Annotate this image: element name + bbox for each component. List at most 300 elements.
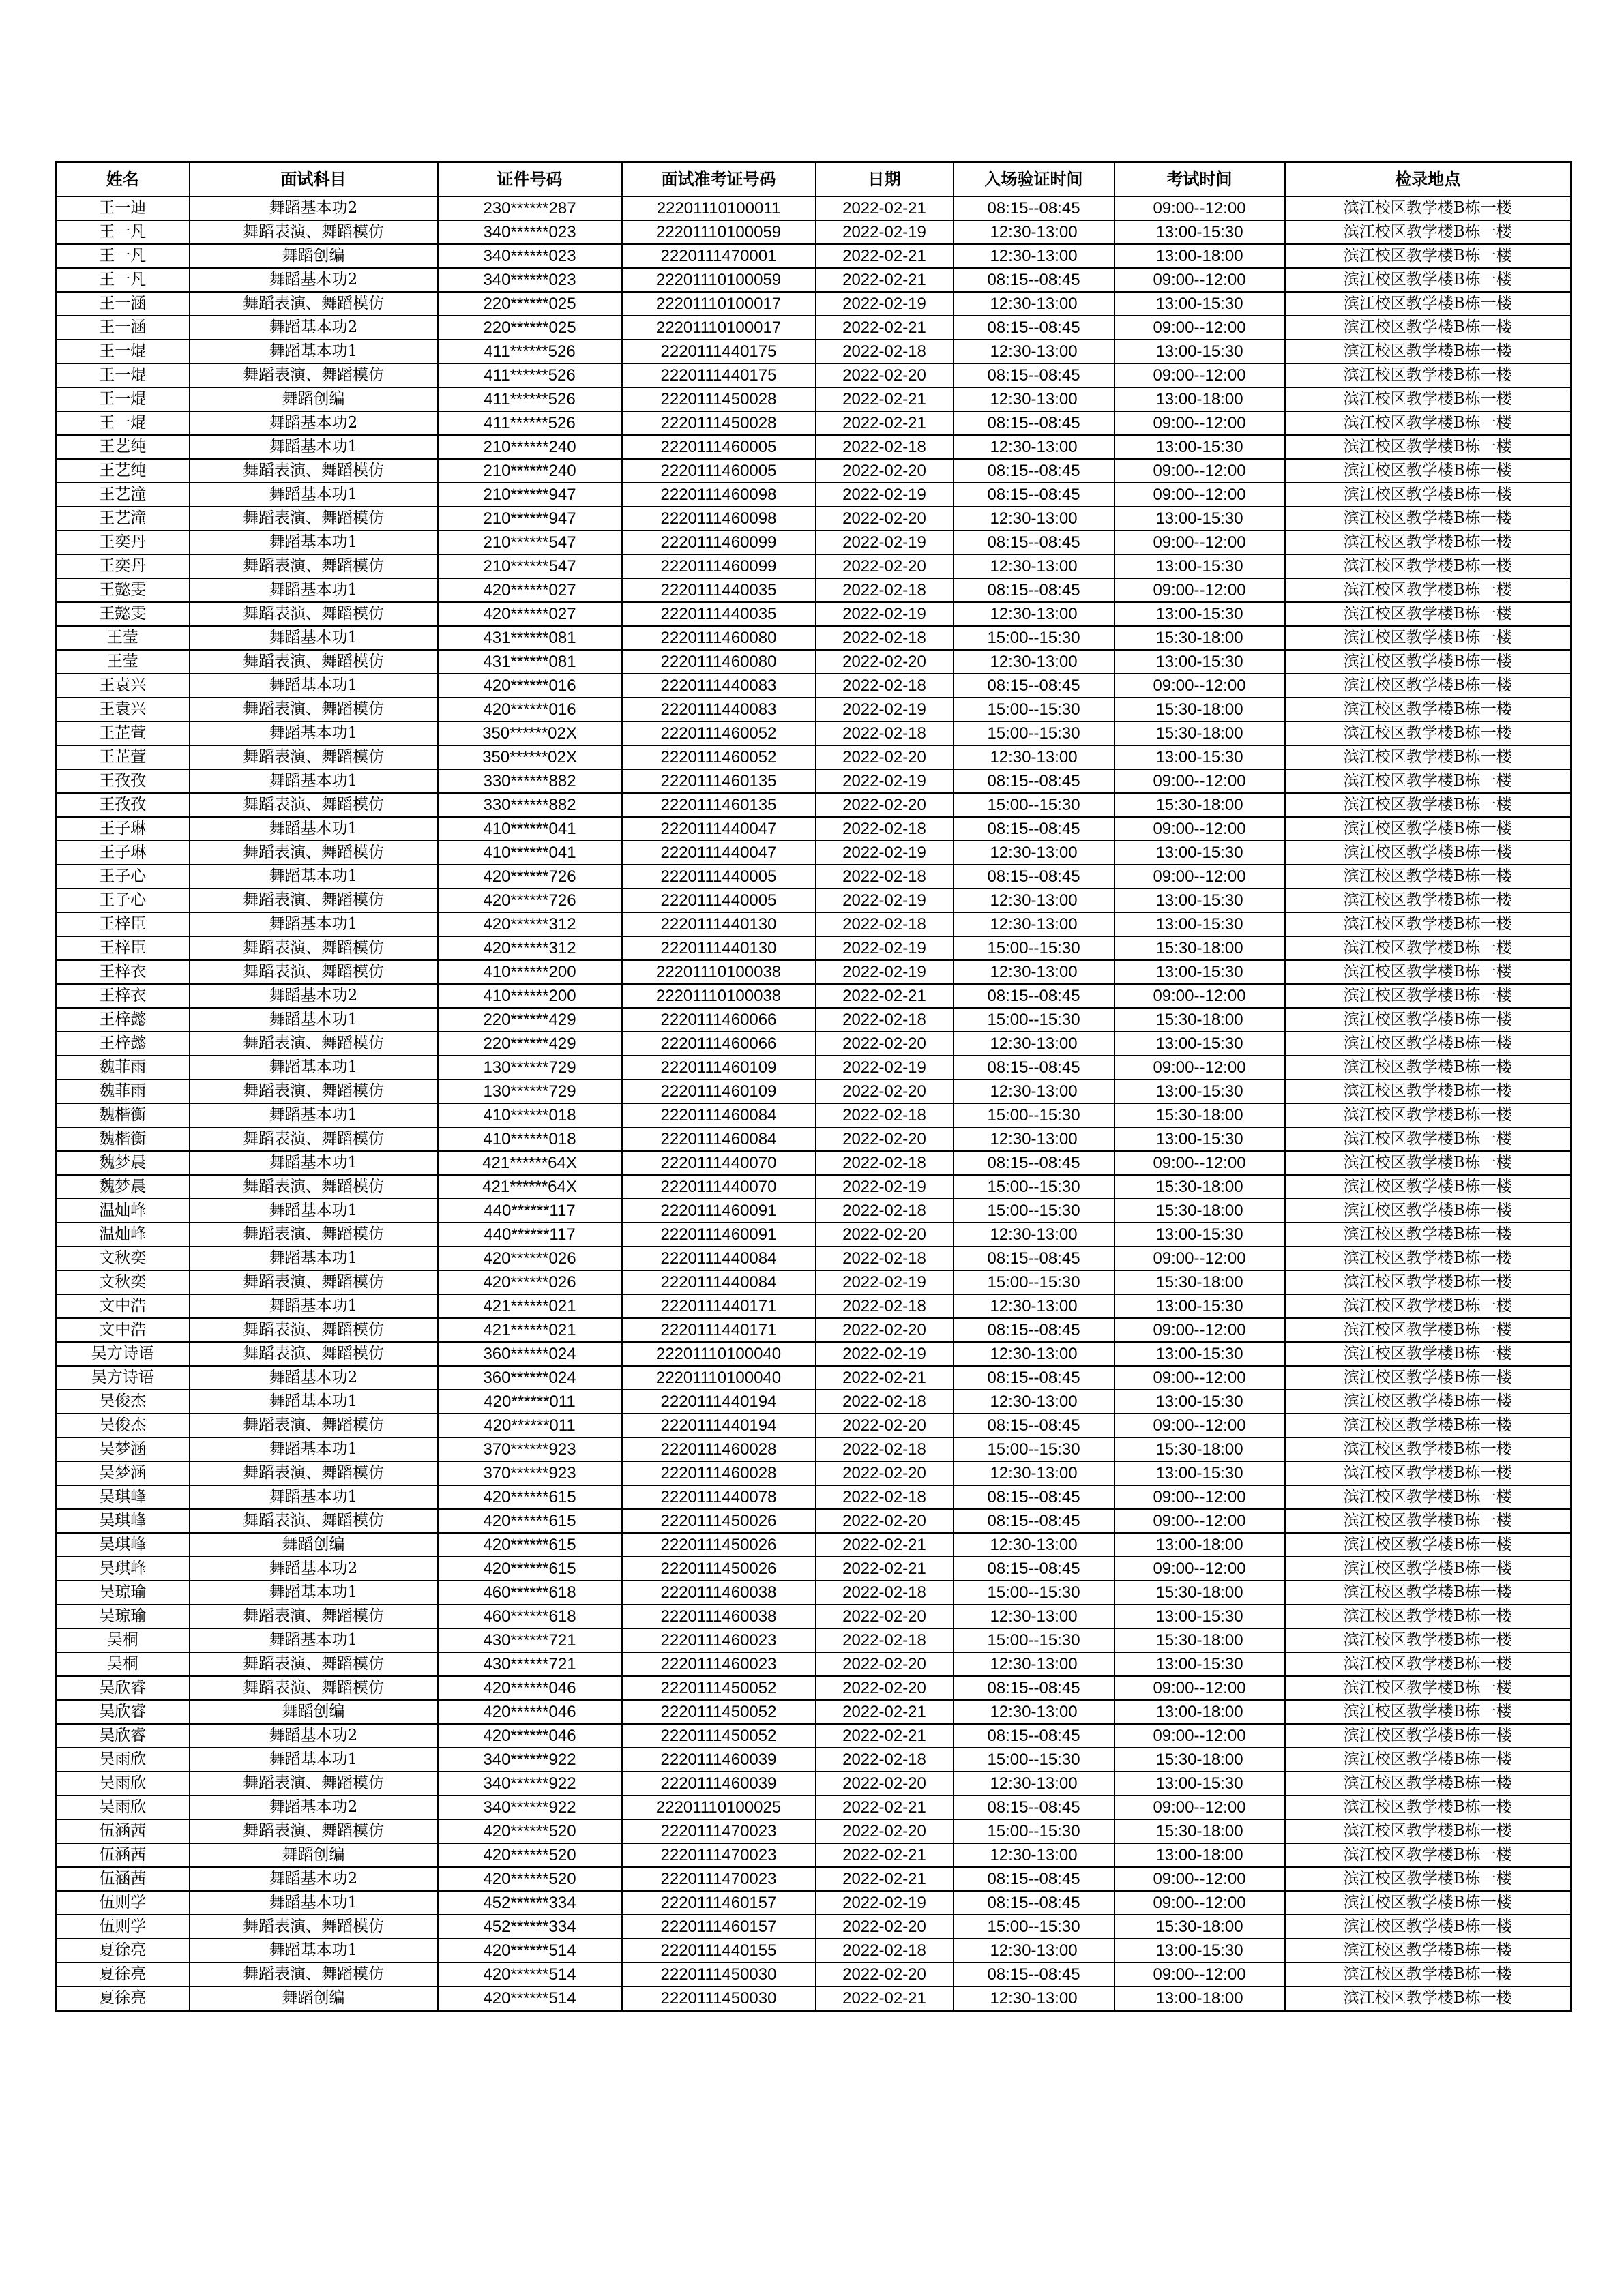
cell-exam-time: 09:00--12:00	[1114, 363, 1285, 387]
table-row	[56, 1867, 1571, 1891]
cell-subject: 舞蹈表演、舞蹈模仿	[190, 1676, 438, 1700]
cell-location: 滨江校区教学楼B栋一楼	[1285, 602, 1571, 626]
cell-id-number: 420******615	[438, 1509, 622, 1533]
cell-name: 王莹	[56, 626, 190, 650]
cell-name: 王一凡	[56, 220, 190, 244]
cell-name: 王梓懿	[56, 1032, 190, 1056]
cell-ticket-number: 2220111440175	[622, 340, 816, 363]
cell-checkin-time: 12:30-13:00	[954, 650, 1114, 674]
cell-ticket-number: 2220111450026	[622, 1533, 816, 1557]
cell-location: 滨江校区教学楼B栋一楼	[1285, 745, 1571, 769]
cell-id-number: 420******027	[438, 578, 622, 602]
cell-subject: 舞蹈基本功2	[190, 316, 438, 340]
cell-date: 2022-02-19	[816, 531, 954, 554]
cell-location: 滨江校区教学楼B栋一楼	[1285, 626, 1571, 650]
cell-location: 滨江校区教学楼B栋一楼	[1285, 1127, 1571, 1151]
cell-subject: 舞蹈表演、舞蹈模仿	[190, 1175, 438, 1199]
cell-subject: 舞蹈表演、舞蹈模仿	[190, 220, 438, 244]
cell-date: 2022-02-20	[816, 1605, 954, 1628]
cell-subject: 舞蹈表演、舞蹈模仿	[190, 554, 438, 578]
cell-name: 魏楷衡	[56, 1127, 190, 1151]
table-row	[56, 1915, 1571, 1939]
cell-id-number: 421******64X	[438, 1175, 622, 1199]
header-subject: 面试科目	[190, 162, 438, 197]
cell-name: 文秋奕	[56, 1247, 190, 1270]
cell-name: 伍则学	[56, 1915, 190, 1939]
cell-exam-time: 13:00-15:30	[1114, 507, 1285, 531]
cell-date: 2022-02-18	[816, 1247, 954, 1270]
cell-id-number: 360******024	[438, 1366, 622, 1390]
table-row	[56, 1270, 1571, 1294]
cell-checkin-time: 12:30-13:00	[954, 1032, 1114, 1056]
cell-name: 王艺纯	[56, 435, 190, 459]
cell-location: 滨江校区教学楼B栋一楼	[1285, 1581, 1571, 1605]
cell-date: 2022-02-18	[816, 865, 954, 889]
cell-id-number: 420******016	[438, 674, 622, 698]
cell-checkin-time: 12:30-13:00	[954, 960, 1114, 984]
cell-ticket-number: 2220111450052	[622, 1724, 816, 1748]
cell-location: 滨江校区教学楼B栋一楼	[1285, 1223, 1571, 1247]
cell-location: 滨江校区教学楼B栋一楼	[1285, 316, 1571, 340]
cell-name: 王孜孜	[56, 793, 190, 817]
cell-subject: 舞蹈基本功1	[190, 1485, 438, 1509]
cell-exam-time: 09:00--12:00	[1114, 674, 1285, 698]
table-row	[56, 196, 1571, 220]
cell-name: 王一凡	[56, 244, 190, 268]
cell-subject: 舞蹈基本功1	[190, 865, 438, 889]
cell-exam-time: 09:00--12:00	[1114, 817, 1285, 841]
cell-name: 王奕丹	[56, 531, 190, 554]
table-row	[56, 1986, 1571, 2011]
cell-checkin-time: 15:00--15:30	[954, 698, 1114, 721]
cell-date: 2022-02-19	[816, 483, 954, 507]
cell-name: 吴方诗语	[56, 1366, 190, 1390]
table-row	[56, 1533, 1571, 1557]
cell-checkin-time: 12:30-13:00	[954, 1461, 1114, 1485]
table-row	[56, 1127, 1571, 1151]
cell-ticket-number: 2220111460039	[622, 1772, 816, 1795]
cell-subject: 舞蹈表演、舞蹈模仿	[190, 602, 438, 626]
cell-subject: 舞蹈创编	[190, 387, 438, 411]
cell-checkin-time: 15:00--15:30	[954, 1628, 1114, 1652]
cell-checkin-time: 08:15--08:45	[954, 1724, 1114, 1748]
cell-checkin-time: 12:30-13:00	[954, 841, 1114, 865]
cell-location: 滨江校区教学楼B栋一楼	[1285, 1795, 1571, 1819]
cell-id-number: 420******046	[438, 1676, 622, 1700]
table-row	[56, 650, 1571, 674]
table-row	[56, 1891, 1571, 1915]
cell-subject: 舞蹈表演、舞蹈模仿	[190, 936, 438, 960]
cell-subject: 舞蹈基本功1	[190, 1891, 438, 1915]
cell-ticket-number: 2220111460028	[622, 1437, 816, 1461]
cell-location: 滨江校区教学楼B栋一楼	[1285, 1628, 1571, 1652]
cell-ticket-number: 2220111460099	[622, 531, 816, 554]
cell-date: 2022-02-20	[816, 1652, 954, 1676]
cell-location: 滨江校区教学楼B栋一楼	[1285, 793, 1571, 817]
cell-date: 2022-02-19	[816, 292, 954, 316]
cell-name: 温灿峰	[56, 1199, 190, 1223]
cell-checkin-time: 08:15--08:45	[954, 1963, 1114, 1986]
table-row	[56, 1199, 1571, 1223]
cell-ticket-number: 2220111460028	[622, 1461, 816, 1485]
cell-date: 2022-02-21	[816, 1867, 954, 1891]
table-row	[56, 531, 1571, 554]
cell-ticket-number: 2220111460084	[622, 1127, 816, 1151]
cell-exam-time: 15:30-18:00	[1114, 1581, 1285, 1605]
cell-date: 2022-02-20	[816, 793, 954, 817]
cell-subject: 舞蹈表演、舞蹈模仿	[190, 1318, 438, 1342]
cell-date: 2022-02-20	[816, 1676, 954, 1700]
cell-id-number: 440******117	[438, 1223, 622, 1247]
cell-ticket-number: 2220111440047	[622, 817, 816, 841]
cell-checkin-time: 12:30-13:00	[954, 912, 1114, 936]
cell-subject: 舞蹈表演、舞蹈模仿	[190, 698, 438, 721]
cell-name: 吴欣睿	[56, 1700, 190, 1724]
cell-name: 魏菲雨	[56, 1056, 190, 1079]
cell-id-number: 420******514	[438, 1963, 622, 1986]
cell-exam-time: 13:00-15:30	[1114, 1605, 1285, 1628]
cell-id-number: 430******721	[438, 1628, 622, 1652]
cell-id-number: 420******016	[438, 698, 622, 721]
cell-checkin-time: 15:00--15:30	[954, 626, 1114, 650]
cell-id-number: 420******027	[438, 602, 622, 626]
cell-id-number: 420******520	[438, 1819, 622, 1843]
cell-name: 王艺潼	[56, 483, 190, 507]
cell-name: 王艺纯	[56, 459, 190, 483]
cell-ticket-number: 2220111450030	[622, 1986, 816, 2011]
cell-subject: 舞蹈基本功1	[190, 912, 438, 936]
cell-location: 滨江校区教学楼B栋一楼	[1285, 1414, 1571, 1437]
cell-exam-time: 15:30-18:00	[1114, 1748, 1285, 1772]
cell-id-number: 420******726	[438, 889, 622, 912]
cell-id-number: 420******011	[438, 1390, 622, 1414]
cell-name: 魏楷衡	[56, 1103, 190, 1127]
header-location: 检录地点	[1285, 162, 1571, 197]
cell-id-number: 210******947	[438, 483, 622, 507]
cell-exam-time: 13:00-15:30	[1114, 554, 1285, 578]
cell-location: 滨江校区教学楼B栋一楼	[1285, 1318, 1571, 1342]
cell-location: 滨江校区教学楼B栋一楼	[1285, 841, 1571, 865]
cell-id-number: 420******312	[438, 912, 622, 936]
cell-location: 滨江校区教学楼B栋一楼	[1285, 1294, 1571, 1318]
cell-ticket-number: 2220111460039	[622, 1748, 816, 1772]
cell-location: 滨江校区教学楼B栋一楼	[1285, 1509, 1571, 1533]
table-row	[56, 268, 1571, 292]
cell-id-number: 452******334	[438, 1915, 622, 1939]
cell-location: 滨江校区教学楼B栋一楼	[1285, 196, 1571, 220]
cell-exam-time: 15:30-18:00	[1114, 936, 1285, 960]
cell-exam-time: 13:00-15:30	[1114, 912, 1285, 936]
cell-date: 2022-02-21	[816, 244, 954, 268]
cell-subject: 舞蹈基本功2	[190, 984, 438, 1008]
cell-id-number: 431******081	[438, 626, 622, 650]
table-row	[56, 721, 1571, 745]
table-row	[56, 984, 1571, 1008]
cell-date: 2022-02-18	[816, 578, 954, 602]
cell-location: 滨江校区教学楼B栋一楼	[1285, 1366, 1571, 1390]
cell-location: 滨江校区教学楼B栋一楼	[1285, 1891, 1571, 1915]
table-row	[56, 1079, 1571, 1103]
cell-location: 滨江校区教学楼B栋一楼	[1285, 1056, 1571, 1079]
cell-checkin-time: 12:30-13:00	[954, 1652, 1114, 1676]
cell-checkin-time: 15:00--15:30	[954, 1437, 1114, 1461]
cell-subject: 舞蹈表演、舞蹈模仿	[190, 1652, 438, 1676]
cell-location: 滨江校区教学楼B栋一楼	[1285, 1485, 1571, 1509]
cell-subject: 舞蹈表演、舞蹈模仿	[190, 1461, 438, 1485]
cell-ticket-number: 22201110100011	[622, 196, 816, 220]
cell-location: 滨江校区教学楼B栋一楼	[1285, 1151, 1571, 1175]
cell-checkin-time: 08:15--08:45	[954, 817, 1114, 841]
cell-exam-time: 09:00--12:00	[1114, 1676, 1285, 1700]
cell-location: 滨江校区教学楼B栋一楼	[1285, 1748, 1571, 1772]
cell-location: 滨江校区教学楼B栋一楼	[1285, 1676, 1571, 1700]
table-row	[56, 1032, 1571, 1056]
table-row	[56, 1485, 1571, 1509]
cell-date: 2022-02-20	[816, 459, 954, 483]
cell-id-number: 410******018	[438, 1103, 622, 1127]
cell-ticket-number: 2220111460080	[622, 650, 816, 674]
cell-name: 吴俊杰	[56, 1390, 190, 1414]
cell-subject: 舞蹈表演、舞蹈模仿	[190, 745, 438, 769]
cell-id-number: 420******046	[438, 1724, 622, 1748]
cell-id-number: 420******520	[438, 1867, 622, 1891]
cell-id-number: 420******514	[438, 1939, 622, 1963]
table-row	[56, 960, 1571, 984]
cell-ticket-number: 2220111450026	[622, 1509, 816, 1533]
cell-ticket-number: 22201110100040	[622, 1366, 816, 1390]
cell-exam-time: 15:30-18:00	[1114, 721, 1285, 745]
table-header	[56, 162, 1571, 197]
cell-subject: 舞蹈基本功1	[190, 721, 438, 745]
cell-exam-time: 15:30-18:00	[1114, 1270, 1285, 1294]
cell-location: 滨江校区教学楼B栋一楼	[1285, 1915, 1571, 1939]
cell-name: 王梓臣	[56, 912, 190, 936]
cell-subject: 舞蹈基本功1	[190, 1294, 438, 1318]
cell-location: 滨江校区教学楼B栋一楼	[1285, 483, 1571, 507]
cell-checkin-time: 08:15--08:45	[954, 1318, 1114, 1342]
cell-location: 滨江校区教学楼B栋一楼	[1285, 340, 1571, 363]
table-row	[56, 1247, 1571, 1270]
cell-ticket-number: 2220111440171	[622, 1294, 816, 1318]
cell-id-number: 220******429	[438, 1032, 622, 1056]
cell-ticket-number: 2220111460109	[622, 1056, 816, 1079]
cell-exam-time: 09:00--12:00	[1114, 1151, 1285, 1175]
cell-location: 滨江校区教学楼B栋一楼	[1285, 220, 1571, 244]
cell-date: 2022-02-18	[816, 1628, 954, 1652]
table-row	[56, 340, 1571, 363]
cell-name: 王一焜	[56, 340, 190, 363]
cell-name: 王梓衣	[56, 960, 190, 984]
cell-subject: 舞蹈基本功1	[190, 1581, 438, 1605]
cell-exam-time: 13:00-18:00	[1114, 1700, 1285, 1724]
cell-exam-time: 13:00-15:30	[1114, 1079, 1285, 1103]
cell-exam-time: 15:30-18:00	[1114, 1175, 1285, 1199]
cell-subject: 舞蹈基本功1	[190, 1056, 438, 1079]
cell-ticket-number: 2220111440194	[622, 1414, 816, 1437]
cell-location: 滨江校区教学楼B栋一楼	[1285, 1533, 1571, 1557]
cell-subject: 舞蹈表演、舞蹈模仿	[190, 1127, 438, 1151]
cell-id-number: 420******046	[438, 1700, 622, 1724]
cell-ticket-number: 22201110100038	[622, 984, 816, 1008]
table-row	[56, 1652, 1571, 1676]
cell-ticket-number: 2220111460135	[622, 793, 816, 817]
cell-location: 滨江校区教学楼B栋一楼	[1285, 721, 1571, 745]
table-row	[56, 1008, 1571, 1032]
cell-date: 2022-02-18	[816, 435, 954, 459]
cell-ticket-number: 2220111440155	[622, 1939, 816, 1963]
cell-checkin-time: 08:15--08:45	[954, 411, 1114, 435]
table-row	[56, 387, 1571, 411]
cell-id-number: 421******021	[438, 1294, 622, 1318]
cell-exam-time: 09:00--12:00	[1114, 459, 1285, 483]
table-row	[56, 1557, 1571, 1581]
cell-exam-time: 09:00--12:00	[1114, 865, 1285, 889]
cell-date: 2022-02-20	[816, 1032, 954, 1056]
cell-id-number: 420******514	[438, 1986, 622, 2011]
cell-checkin-time: 15:00--15:30	[954, 1819, 1114, 1843]
cell-date: 2022-02-21	[816, 1700, 954, 1724]
cell-id-number: 130******729	[438, 1079, 622, 1103]
cell-checkin-time: 15:00--15:30	[954, 793, 1114, 817]
cell-id-number: 420******026	[438, 1247, 622, 1270]
cell-date: 2022-02-18	[816, 1199, 954, 1223]
cell-checkin-time: 12:30-13:00	[954, 1127, 1114, 1151]
table-row	[56, 769, 1571, 793]
cell-subject: 舞蹈基本功1	[190, 1748, 438, 1772]
cell-subject: 舞蹈表演、舞蹈模仿	[190, 292, 438, 316]
cell-subject: 舞蹈基本功1	[190, 1628, 438, 1652]
table-row	[56, 1676, 1571, 1700]
cell-subject: 舞蹈基本功2	[190, 1724, 438, 1748]
cell-exam-time: 09:00--12:00	[1114, 769, 1285, 793]
cell-checkin-time: 08:15--08:45	[954, 268, 1114, 292]
cell-checkin-time: 12:30-13:00	[954, 340, 1114, 363]
cell-name: 吴琪峰	[56, 1509, 190, 1533]
table-row	[56, 698, 1571, 721]
cell-location: 滨江校区教学楼B栋一楼	[1285, 1199, 1571, 1223]
cell-id-number: 421******64X	[438, 1151, 622, 1175]
table-row	[56, 1795, 1571, 1819]
cell-name: 王艺潼	[56, 507, 190, 531]
cell-id-number: 340******922	[438, 1772, 622, 1795]
cell-name: 王梓衣	[56, 984, 190, 1008]
cell-subject: 舞蹈表演、舞蹈模仿	[190, 841, 438, 865]
cell-location: 滨江校区教学楼B栋一楼	[1285, 698, 1571, 721]
cell-subject: 舞蹈基本功1	[190, 340, 438, 363]
table-row	[56, 1318, 1571, 1342]
cell-id-number: 410******200	[438, 960, 622, 984]
cell-ticket-number: 2220111440130	[622, 936, 816, 960]
cell-date: 2022-02-20	[816, 1772, 954, 1795]
cell-date: 2022-02-18	[816, 626, 954, 650]
table-row	[56, 1605, 1571, 1628]
cell-exam-time: 13:00-15:30	[1114, 292, 1285, 316]
cell-checkin-time: 08:15--08:45	[954, 1509, 1114, 1533]
cell-ticket-number: 2220111440083	[622, 698, 816, 721]
cell-name: 吴俊杰	[56, 1414, 190, 1437]
cell-id-number: 210******947	[438, 507, 622, 531]
cell-exam-time: 09:00--12:00	[1114, 1867, 1285, 1891]
cell-exam-time: 13:00-15:30	[1114, 960, 1285, 984]
cell-checkin-time: 12:30-13:00	[954, 602, 1114, 626]
cell-location: 滨江校区教学楼B栋一楼	[1285, 1819, 1571, 1843]
cell-ticket-number: 2220111460157	[622, 1915, 816, 1939]
cell-id-number: 130******729	[438, 1056, 622, 1079]
cell-name: 伍涵茜	[56, 1843, 190, 1867]
cell-ticket-number: 2220111460091	[622, 1199, 816, 1223]
cell-location: 滨江校区教学楼B栋一楼	[1285, 531, 1571, 554]
cell-date: 2022-02-19	[816, 220, 954, 244]
cell-checkin-time: 12:30-13:00	[954, 220, 1114, 244]
cell-date: 2022-02-21	[816, 1533, 954, 1557]
table-row	[56, 435, 1571, 459]
cell-date: 2022-02-19	[816, 889, 954, 912]
table-row	[56, 507, 1571, 531]
cell-checkin-time: 08:15--08:45	[954, 363, 1114, 387]
cell-name: 吴琪峰	[56, 1557, 190, 1581]
cell-checkin-time: 12:30-13:00	[954, 889, 1114, 912]
cell-subject: 舞蹈表演、舞蹈模仿	[190, 1079, 438, 1103]
cell-ticket-number: 2220111450052	[622, 1700, 816, 1724]
cell-checkin-time: 12:30-13:00	[954, 1605, 1114, 1628]
cell-exam-time: 09:00--12:00	[1114, 483, 1285, 507]
cell-ticket-number: 2220111460080	[622, 626, 816, 650]
cell-exam-time: 13:00-18:00	[1114, 387, 1285, 411]
cell-exam-time: 09:00--12:00	[1114, 1891, 1285, 1915]
cell-ticket-number: 2220111440035	[622, 578, 816, 602]
cell-date: 2022-02-19	[816, 1056, 954, 1079]
cell-subject: 舞蹈基本功2	[190, 1557, 438, 1581]
cell-name: 吴桐	[56, 1628, 190, 1652]
cell-subject: 舞蹈基本功1	[190, 769, 438, 793]
cell-exam-time: 09:00--12:00	[1114, 984, 1285, 1008]
table-row	[56, 1748, 1571, 1772]
cell-checkin-time: 12:30-13:00	[954, 387, 1114, 411]
cell-subject: 舞蹈创编	[190, 1843, 438, 1867]
cell-location: 滨江校区教学楼B栋一楼	[1285, 865, 1571, 889]
cell-name: 温灿峰	[56, 1223, 190, 1247]
cell-id-number: 340******023	[438, 220, 622, 244]
cell-ticket-number: 2220111460099	[622, 554, 816, 578]
cell-subject: 舞蹈基本功2	[190, 268, 438, 292]
cell-name: 王子心	[56, 889, 190, 912]
cell-exam-time: 09:00--12:00	[1114, 1247, 1285, 1270]
cell-subject: 舞蹈基本功2	[190, 1366, 438, 1390]
table-row	[56, 1772, 1571, 1795]
cell-date: 2022-02-18	[816, 1103, 954, 1127]
cell-exam-time: 09:00--12:00	[1114, 1724, 1285, 1748]
cell-ticket-number: 2220111460091	[622, 1223, 816, 1247]
cell-exam-time: 09:00--12:00	[1114, 1485, 1285, 1509]
table-row	[56, 817, 1571, 841]
cell-subject: 舞蹈基本功1	[190, 1103, 438, 1127]
cell-subject: 舞蹈创编	[190, 1700, 438, 1724]
cell-id-number: 330******882	[438, 793, 622, 817]
cell-checkin-time: 15:00--15:30	[954, 1915, 1114, 1939]
cell-name: 王一涵	[56, 316, 190, 340]
cell-date: 2022-02-20	[816, 1963, 954, 1986]
cell-exam-time: 15:30-18:00	[1114, 1008, 1285, 1032]
cell-exam-time: 13:00-15:30	[1114, 1652, 1285, 1676]
cell-checkin-time: 08:15--08:45	[954, 1151, 1114, 1175]
table-row	[56, 626, 1571, 650]
table-row	[56, 674, 1571, 698]
cell-exam-time: 15:30-18:00	[1114, 626, 1285, 650]
cell-date: 2022-02-19	[816, 1342, 954, 1366]
cell-ticket-number: 2220111440084	[622, 1247, 816, 1270]
cell-checkin-time: 08:15--08:45	[954, 483, 1114, 507]
cell-location: 滨江校区教学楼B栋一楼	[1285, 1461, 1571, 1485]
